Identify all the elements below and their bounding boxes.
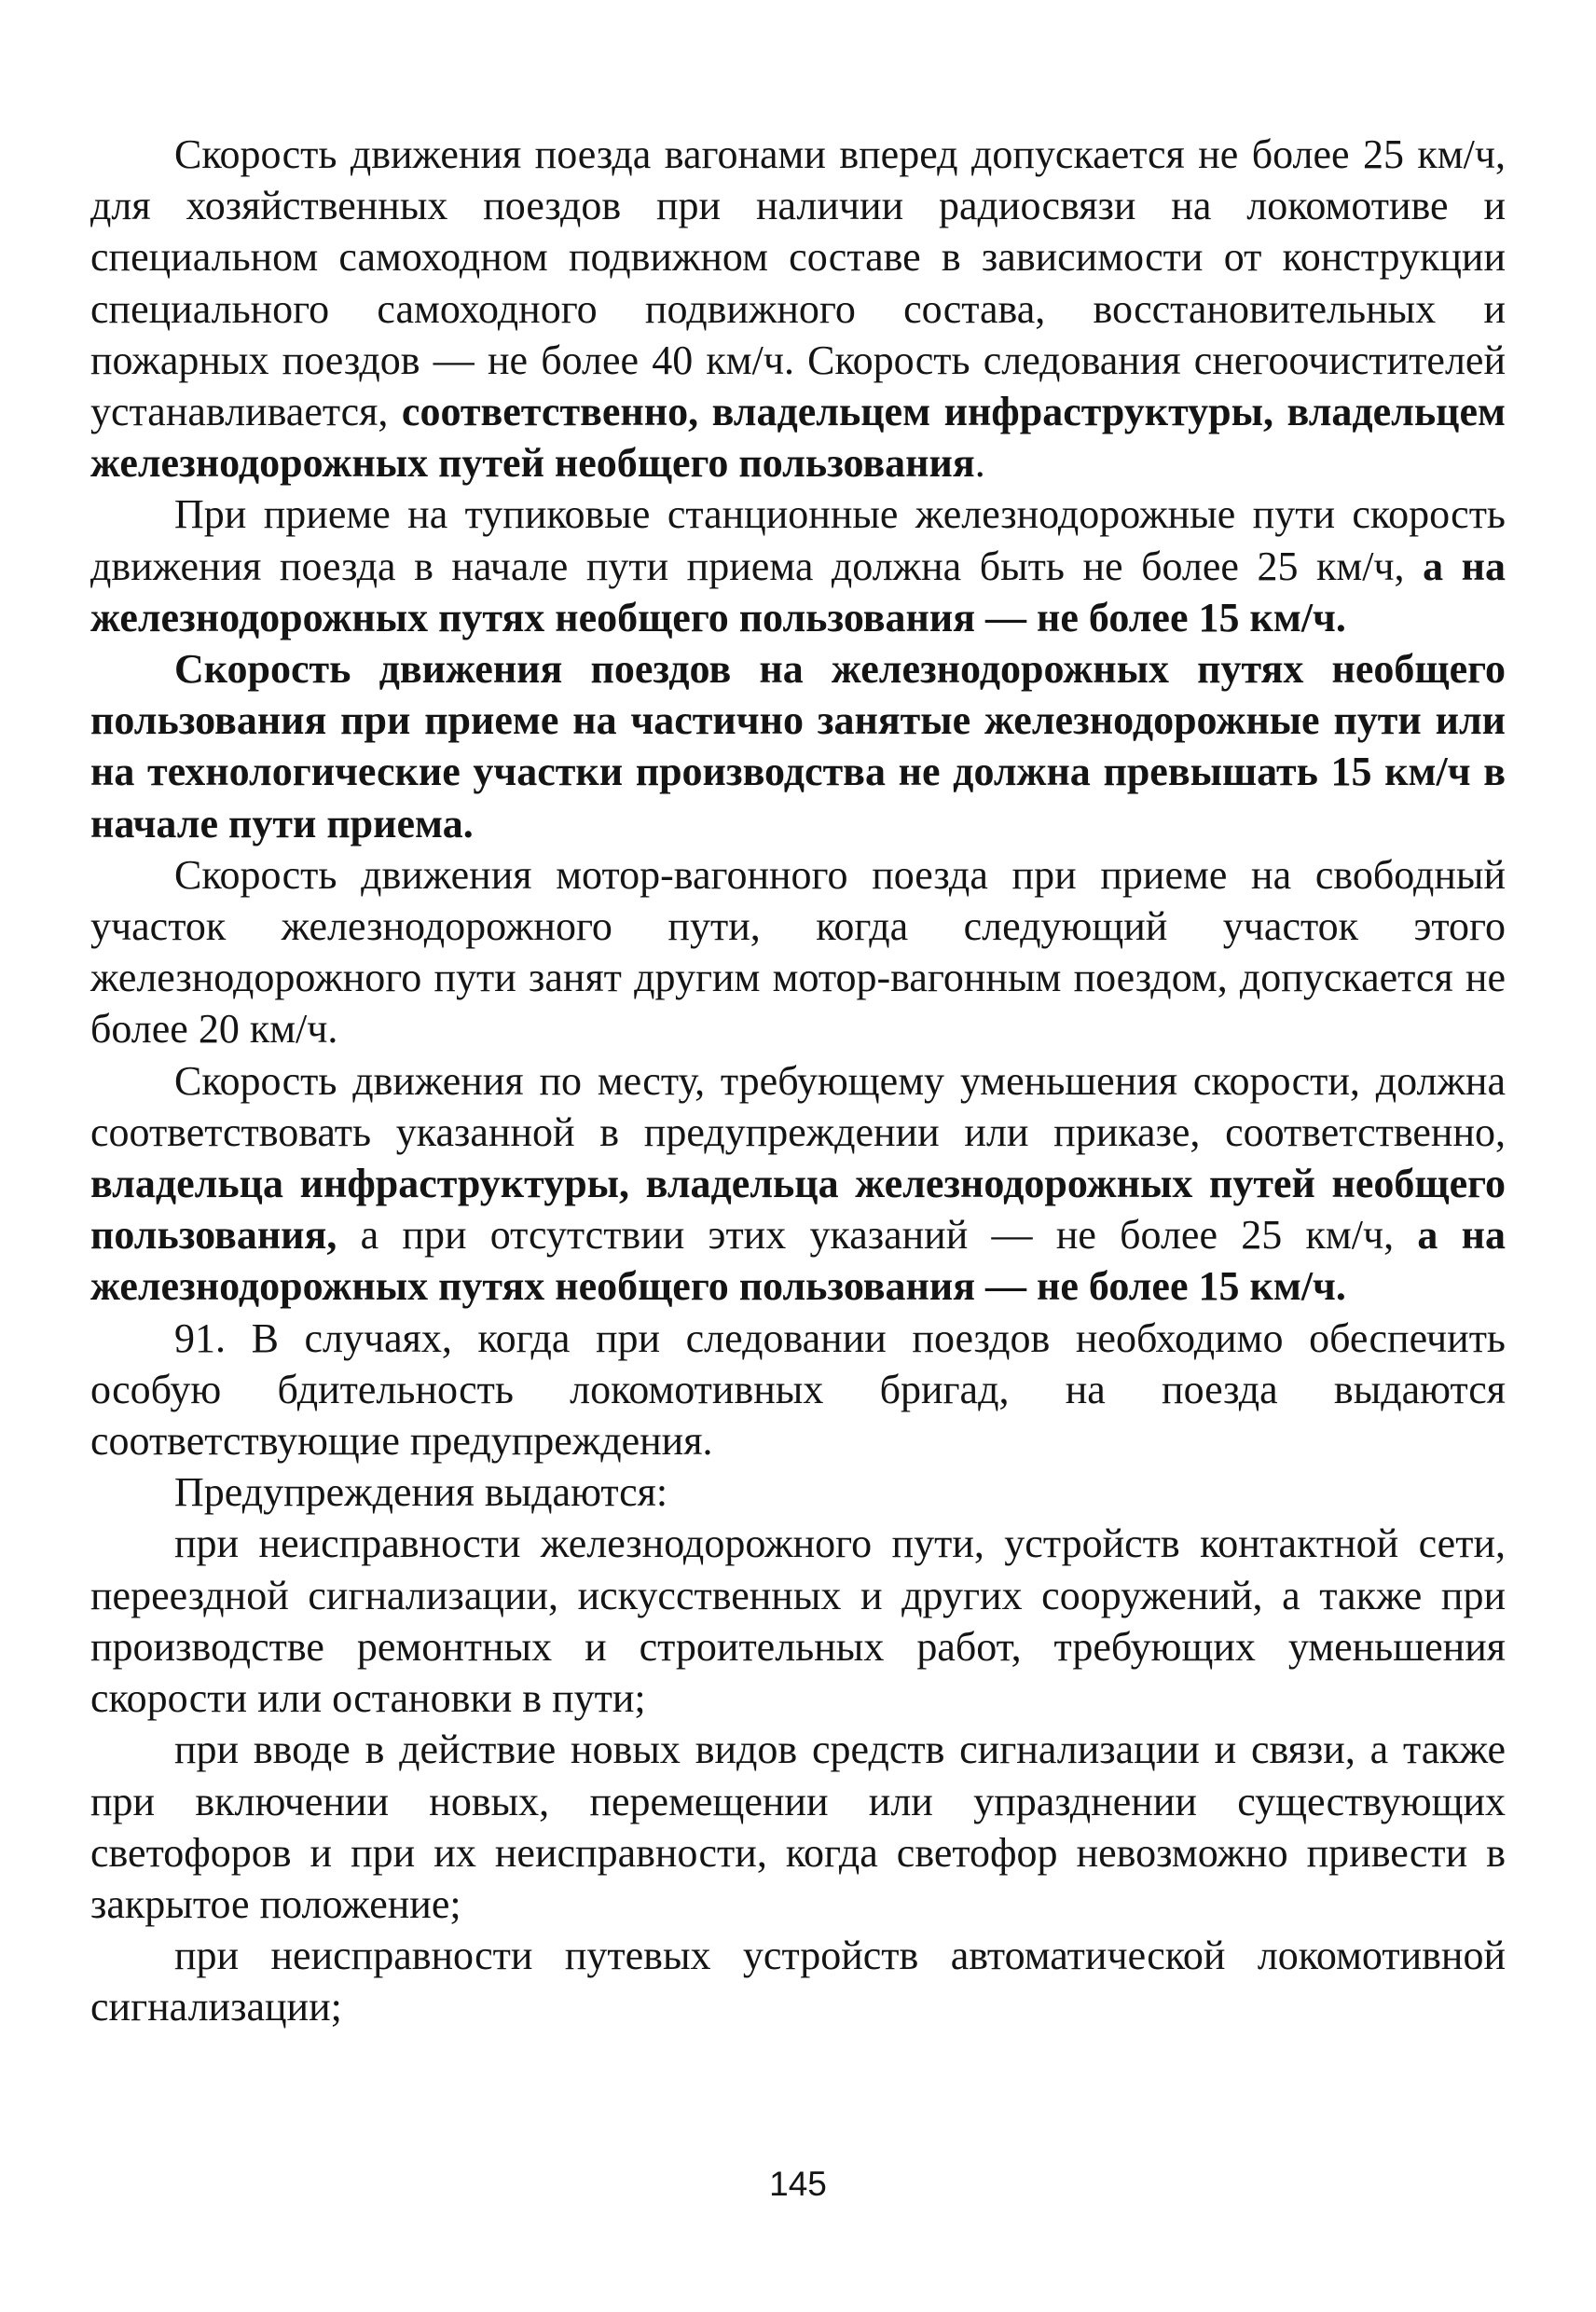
paragraph-new-signalling [90, 1724, 1506, 1930]
page-number: 145 [769, 2165, 827, 2203]
paragraph-warnings-issued [90, 1466, 1506, 1518]
text-segment-bold: соответственно, владельцем инфраструктуры, владельцем железнодорожных путей необщего пользования [90, 389, 1506, 487]
paragraph-section-91 [90, 1313, 1506, 1467]
paragraph-non-public-tracks-speed [90, 643, 1506, 849]
paragraph-speed-reduction-place [90, 1055, 1506, 1313]
text-segment: при неисправности путевых устройств автоматической локомотивной сигнализации; [90, 1933, 1506, 2030]
text-segment: . [974, 440, 985, 487]
document-body [90, 129, 1506, 2033]
text-segment-bold: а на железнодорожных путях необщего пользования — не более 15 км/ч. [90, 1212, 1506, 1310]
text-segment: а при отсутствии этих указаний — не более 25 км/ч, [337, 1212, 1418, 1259]
text-segment: при вводе в действие новых видов средств сигнализации и связи, а также при включении новых, перемещении или упразднении существующих светофоров и при их неисправности, когда светофор невозможно привести в закрытое положение; [90, 1727, 1506, 1927]
text-segment: Скорость движения по месту, требующему уменьшения скорости, должна соответствовать указанной в предупреждении или приказе, соответственно, [90, 1057, 1506, 1155]
text-segment: Скорость движения поезда вагонами вперед допускается не более 25 км/ч, для хозяйственных поездов при наличии радиосвязи на локомотиве и специальном самоходном подвижном составе в зависимости от конструкции специального самоходного подвижного состава, восстановительных и пожарных поездов — не более 40 км/ч. Скорость следования снегоочистителей устанавливается, [90, 131, 1506, 435]
text-segment-bold: владельца инфраструктуры, владельца железнодорожных путей необщего пользования, [90, 1161, 1506, 1259]
paragraph-track-malfunction [90, 1518, 1506, 1724]
text-segment-bold: а на железнодорожных путях необщего пользования — не более 15 км/ч. [90, 543, 1506, 640]
paragraph-speed-wagons-forward [90, 129, 1506, 489]
text-segment: 91. В случаях, когда при следовании поездов необходимо обеспечить особую бдительность локомотивных бригад, на поезда выдаются соответствующие предупреждения. [90, 1314, 1506, 1465]
text-segment: Скорость движения мотор-вагонного поезда при приеме на свободный участок железнодорожного пути, когда следующий участок этого железнодорожного пути занят другим мотор-вагонным поездом, допускается не более 20 км/ч. [90, 851, 1506, 1053]
text-segment: Предупреждения выдаются: [174, 1469, 668, 1516]
paragraph-alsn-malfunction [90, 1930, 1506, 2032]
text-segment: При приеме на тупиковые станционные железнодорожные пути скорость движения поезда в начале пути приема должна быть не более 25 км/ч, [90, 491, 1506, 589]
paragraph-motor-wagon-train [90, 849, 1506, 1055]
text-segment: при неисправности железнодорожного пути, устройств контактной сети, переездной сигнализации, искусственных и других сооружений, а также при производстве ремонтных и строительных работ, требующих уменьшения скорости или остановки в пути; [90, 1521, 1506, 1722]
text-segment-bold: Скорость движения поездов на железнодорожных путях необщего пользования при приеме на частично занятые железнодорожные пути или на технологические участки производства не должна превышать 15 км/ч в начале пути приема. [90, 646, 1506, 846]
paragraph-dead-end-tracks [90, 489, 1506, 643]
